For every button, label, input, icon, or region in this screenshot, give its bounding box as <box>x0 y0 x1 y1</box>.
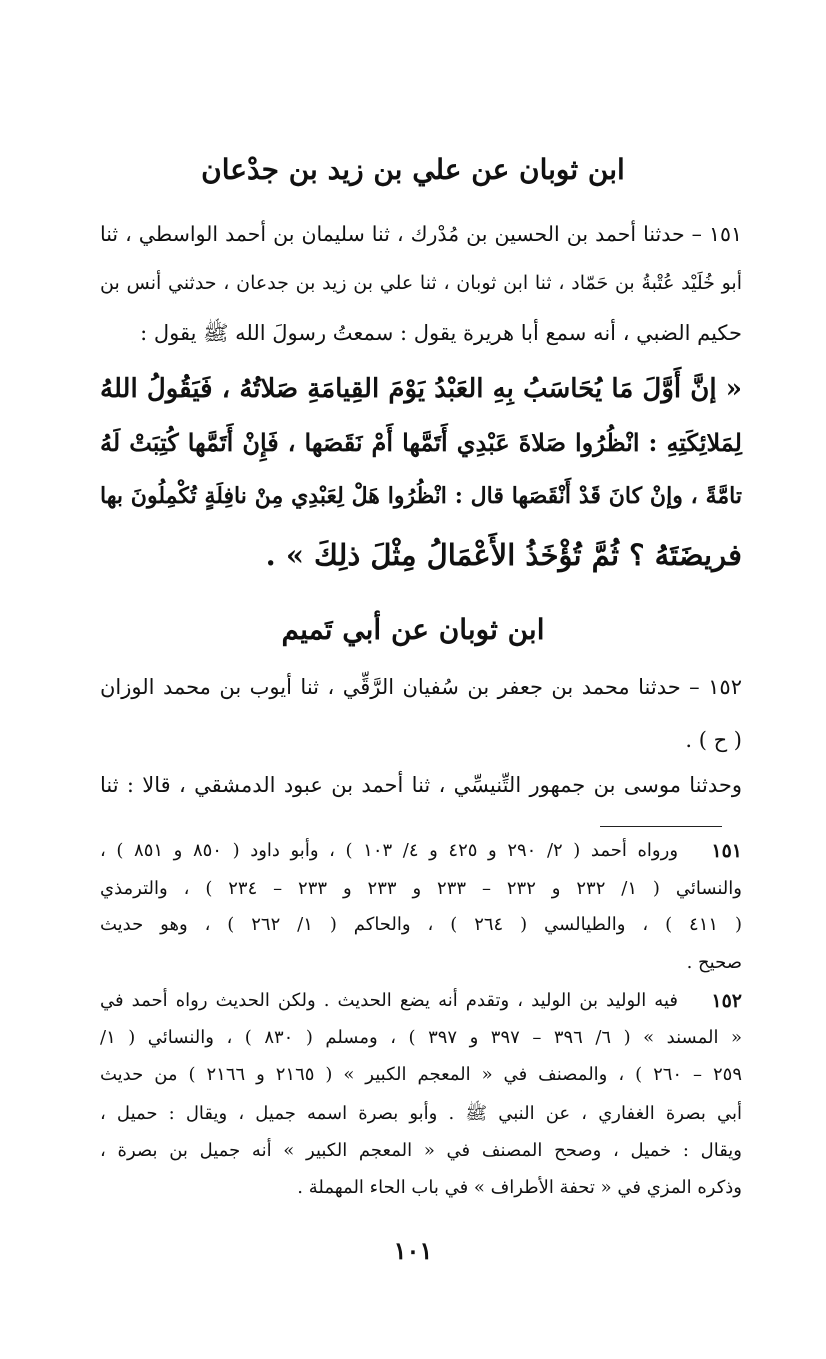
footnote-number-152: ١٥٢ <box>711 990 742 1012</box>
footnote-152-line-3: ٢٥٩ – ٢٦٠ ) ، والمصنف في « المعجم الكبير » ( ٢١٦٥ و ٢١٦٦ ) من حديث <box>100 1064 742 1085</box>
footnote-151-line-2: والنسائي ( ١/ ٢٣٢ و ٢٣٢ – ٢٣٣ و ٢٣٣ و ٢٣٣ – ٢٣٤ ) ، والترمذي <box>100 878 742 899</box>
footnote-152-line-6: وذكره المزي في « تحفة الأطراف » في باب الحاء المهملة . <box>297 1177 742 1198</box>
footnote-number-151: ١٥١ <box>711 840 742 862</box>
hadith-151-matn-line-1: « إنَّ أَوَّلَ مَا يُحَاسَبُ بِهِ العَبْدُ يَوْمَ القِيامَةِ صَلاتُهُ ، فَيَقُولُ اللهُ <box>100 374 742 404</box>
footnote-separator <box>600 826 722 827</box>
hadith-152-isnad-line-3: وحدثنا موسى بن جمهور التِّنيسِّي ، ثنا أحمد بن عبود الدمشقي ، قالا : ثنا <box>100 773 742 797</box>
hadith-151-matn-line-3: تامَّةً ، وإنْ كانَ قَدْ أَنْقَصَها قال : انْظُرُوا هَلْ لِعَبْدِي مِنْ نافِلَةٍ تُكْمِلُونَ بها <box>100 483 742 509</box>
hadith-151-matn-line-4: فريضَتَهُ ؟ ثُمَّ تُؤْخَذُ الأَعْمَالُ مِثْلَ ذلِكَ » . <box>265 538 742 572</box>
footnote-151-line-4: صحيح . <box>686 952 742 973</box>
footnote-152-line-2: « المسند » ( ٦/ ٣٩٦ – ٣٩٧ و ٣٩٧ ) ، ومسلم ( ٨٣٠ ) ، والنسائي ( ١/ <box>100 1027 742 1048</box>
footnote-152-line-4: أبي بصرة الغفاري ، عن النبي ﷺ . وأبو بصرة اسمه جميل ، ويقال : حميل ، <box>100 1103 742 1124</box>
section-heading-ibn-thawban-ali: ابن ثوبان عن علي بن زيد بن جدْعان <box>201 153 625 186</box>
hadith-152-isnad-line-1: ١٥٢ – حدثنا محمد بن جعفر بن سُفيان الرَّقِّي ، ثنا أيوب بن محمد الوزان <box>100 675 742 699</box>
page-number: ١٠١ <box>393 1236 433 1265</box>
hadith-151-matn-line-2: لِمَلائِكَتِهِ : انْظُرُوا صَلاةَ عَبْدِي أَتَمَّها أَمْ نَقَصَها ، فَإِنْ أَتَمَّها كُتِبَتْ لَهُ <box>100 428 742 457</box>
section-heading-ibn-thawban-abi-tamim: ابن ثوبان عن أبي تَميم <box>281 613 545 646</box>
footnote-151-line-3: ( ٤١١ ) ، والطيالسي ( ٢٦٤ ) ، والحاكم ( ١/ ٢٦٢ ) ، وهو حديث <box>100 914 742 935</box>
hadith-151-isnad-line-1: ١٥١ – حدثنا أحمد بن الحسين بن مُدْرك ، ثنا سليمان بن أحمد الواسطي ، ثنا <box>100 222 742 246</box>
footnote-152-line-1: فيه الوليد بن الوليد ، وتقدم أنه يضع الحديث . ولكن الحديث رواه أحمد في <box>100 990 678 1011</box>
hadith-151-isnad-line-3: حكيم الضبي ، أنه سمع أبا هريرة يقول : سمعتُ رسولَ الله ﷺ يقول : <box>140 321 742 345</box>
footnote-151-line-1: ورواه أحمد ( ٢/ ٢٩٠ و ٤٢٥ و ٤/ ١٠٣ ) ، وأبو داود ( ٨٥٠ و ٨٥١ ) ، <box>100 840 679 861</box>
footnote-152-line-5: ويقال : خميل ، وصحح المصنف في « المعجم الكبير » أنه جميل بن بصرة ، <box>100 1140 742 1161</box>
hadith-152-isnad-line-2: ( ح ) . <box>685 728 742 752</box>
hadith-151-isnad-line-2: أبو خُلَيْد عُتْبةُ بن حَمّاد ، ثنا ابن ثوبان ، ثنا علي بن زيد بن جدعان ، حدثني أنس بن <box>100 272 742 294</box>
